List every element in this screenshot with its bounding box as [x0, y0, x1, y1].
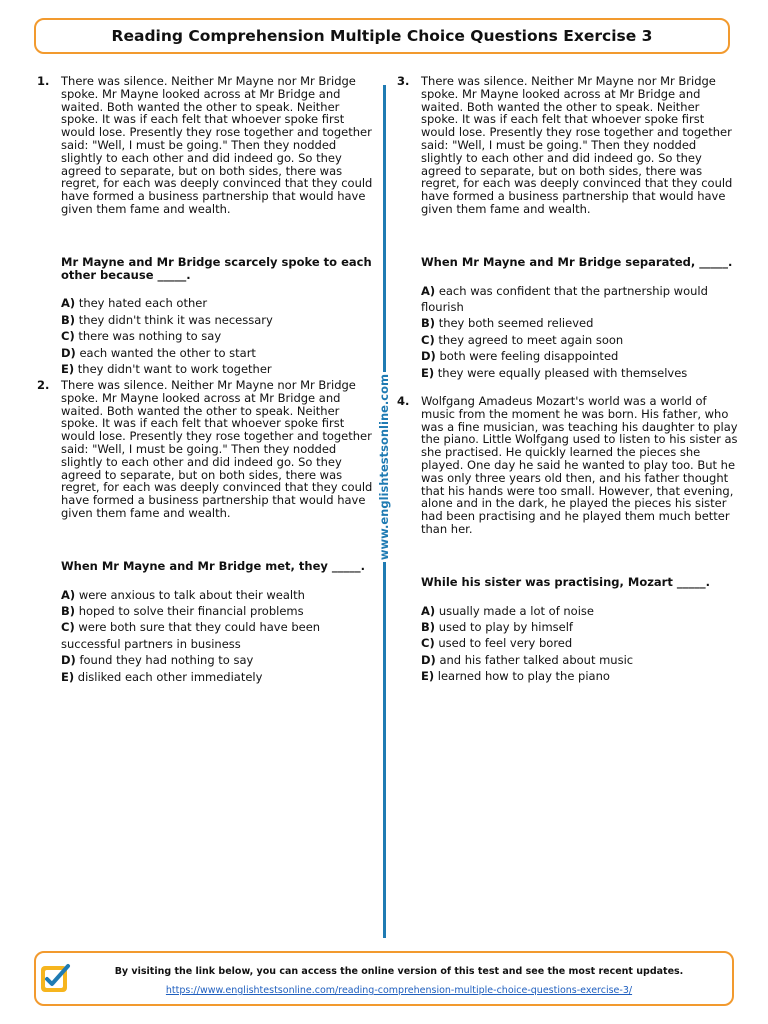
- question-2: [37, 378, 379, 685]
- question-number: 1.: [37, 74, 50, 88]
- option-letter: A): [61, 296, 76, 311]
- option-b[interactable]: [61, 312, 379, 328]
- option-letter: E): [421, 365, 435, 380]
- option-text: hoped to solve their financial problems: [78, 603, 304, 618]
- option-text: were anxious to talk about their wealth: [78, 587, 305, 602]
- option-c[interactable]: [61, 328, 379, 344]
- option-text: learned how to play the piano: [437, 669, 610, 684]
- option-b[interactable]: [421, 315, 739, 331]
- option-e[interactable]: [61, 361, 379, 377]
- option-a[interactable]: [61, 295, 379, 311]
- option-text: they hated each other: [78, 296, 208, 311]
- option-letter: A): [421, 603, 436, 618]
- option-text: each wanted the other to start: [79, 345, 256, 360]
- option-text: used to play by himself: [438, 619, 573, 634]
- question-passage: Wolfgang Amadeus Mozart's world was a world of music from the moment he was born. His father, who was a fine musician, was teaching his daughter to play the piano. Little Wolfgang used to listen to his sister as she practised. He quickly learned the pieces she played. One day he said he wanted to play too. But he was only three years old then, and his father thought that his hands were too small. However, that evening, alone and in the dark, he played the pieces his sister had been practising and he played them much better than her.: [421, 394, 738, 536]
- option-e[interactable]: [421, 668, 739, 684]
- question-stem: Mr Mayne and Mr Bridge scarcely spoke to each other because _____.: [61, 254, 372, 282]
- option-text: there was nothing to say: [78, 329, 222, 344]
- option-letter: B): [421, 316, 436, 331]
- online-test-link[interactable]: https://www.englishtestsonline.com/reading-comprehension-multiple-choice-questions-exercise-3/: [165, 985, 633, 996]
- option-letter: C): [61, 620, 75, 635]
- option-text: they didn't want to work together: [77, 361, 272, 376]
- option-a[interactable]: [61, 587, 379, 603]
- checkbox-check-icon: [40, 962, 72, 994]
- question-passage: There was silence. Neither Mr Mayne nor Mr Bridge spoke. Mr Mayne looked across at Mr Bridge and waited. Both wanted the other to speak. Neither spoke. It was if each felt that whoever spoke first would lose. Presently they rose together and together said: "Well, I must be going." Then they nodded slightly to each other and did indeed go. So they agreed to separate, but on both sides, there was regret, for each was deeply convinced that they could have formed a business partnership that would have given them fame and wealth.: [421, 74, 733, 216]
- option-e[interactable]: [421, 365, 739, 381]
- option-text: and his father talked about music: [439, 652, 634, 667]
- option-e[interactable]: [61, 669, 379, 685]
- question-3: [397, 74, 739, 381]
- option-d[interactable]: [61, 652, 379, 668]
- option-b[interactable]: [61, 603, 379, 619]
- option-a[interactable]: [421, 283, 739, 316]
- option-text: disliked each other immediately: [77, 669, 263, 684]
- question-stem: When Mr Mayne and Mr Bridge separated, _____.: [421, 254, 733, 269]
- footer-banner: [34, 951, 734, 1006]
- option-letter: E): [421, 669, 435, 684]
- option-text: usually made a lot of noise: [438, 603, 594, 618]
- option-d[interactable]: [61, 345, 379, 361]
- option-text: found they had nothing to say: [79, 653, 254, 668]
- option-c[interactable]: [61, 619, 379, 652]
- question-number: 2.: [37, 378, 50, 392]
- option-text: they didn't think it was necessary: [78, 312, 273, 327]
- option-text: they both seemed relieved: [438, 316, 594, 331]
- option-letter: C): [61, 329, 75, 344]
- option-text: they agreed to meet again soon: [438, 332, 624, 347]
- option-text: were both sure that they could have been successful partners in business: [61, 620, 321, 651]
- answer-options: [61, 587, 379, 685]
- option-d[interactable]: [421, 348, 739, 364]
- option-letter: A): [61, 587, 76, 602]
- footer-note: By visiting the link below, you can access the online version of this test and see the most recent updates.: [114, 966, 684, 977]
- option-letter: D): [421, 652, 436, 667]
- option-letter: E): [61, 361, 75, 376]
- option-letter: B): [61, 603, 76, 618]
- footer-text: [76, 965, 722, 997]
- option-c[interactable]: [421, 332, 739, 348]
- option-letter: D): [61, 653, 76, 668]
- option-text: each was confident that the partnership would flourish: [421, 283, 708, 314]
- option-letter: A): [421, 283, 436, 298]
- answer-options: [421, 603, 739, 685]
- option-letter: D): [61, 345, 76, 360]
- question-passage: There was silence. Neither Mr Mayne nor Mr Bridge spoke. Mr Mayne looked across at Mr Bridge and waited. Both wanted the other to speak. Neither spoke. It was if each felt that whoever spoke first would lose. Presently they rose together and together said: "Well, I must be going." Then they nodded slightly to each other and did indeed go. So they agreed to separate, but on both sides, there was regret, for each was deeply convinced that they could have formed a business partnership that would have given them fame and wealth.: [61, 74, 373, 216]
- vertical-url-text: www.englishtestsonline.com: [377, 373, 391, 561]
- option-d[interactable]: [421, 652, 739, 668]
- option-letter: E): [61, 669, 75, 684]
- option-text: used to feel very bored: [438, 636, 573, 651]
- answer-options: [61, 295, 379, 377]
- option-letter: C): [421, 636, 435, 651]
- answer-options: [421, 283, 739, 381]
- option-letter: B): [61, 312, 76, 327]
- option-text: they were equally pleased with themselves: [437, 365, 688, 380]
- option-b[interactable]: [421, 619, 739, 635]
- question-number: 3.: [397, 74, 410, 88]
- option-letter: C): [421, 332, 435, 347]
- question-passage: There was silence. Neither Mr Mayne nor Mr Bridge spoke. Mr Mayne looked across at Mr Bridge and waited. Both wanted the other to speak. Neither spoke. It was if each felt that whoever spoke first would lose. Presently they rose together and together said: "Well, I must be going." Then they nodded slightly to each other and did indeed go. So they agreed to separate, but on both sides, there was regret, for each was deeply convinced that they could have formed a business partnership that would have given them fame and wealth.: [61, 378, 373, 520]
- page-title: Reading Comprehension Multiple Choice Questions Exercise 3: [111, 27, 653, 45]
- option-letter: B): [421, 619, 436, 634]
- question-stem: While his sister was practising, Mozart _____.: [421, 574, 710, 589]
- option-c[interactable]: [421, 635, 739, 651]
- option-a[interactable]: [421, 603, 739, 619]
- title-banner: [34, 18, 730, 54]
- option-letter: D): [421, 349, 436, 364]
- question-number: 4.: [397, 394, 410, 408]
- question-1: [37, 74, 379, 377]
- question-4: [397, 394, 739, 685]
- option-text: both were feeling disappointed: [439, 349, 619, 364]
- question-stem: When Mr Mayne and Mr Bridge met, they _____.: [61, 558, 366, 573]
